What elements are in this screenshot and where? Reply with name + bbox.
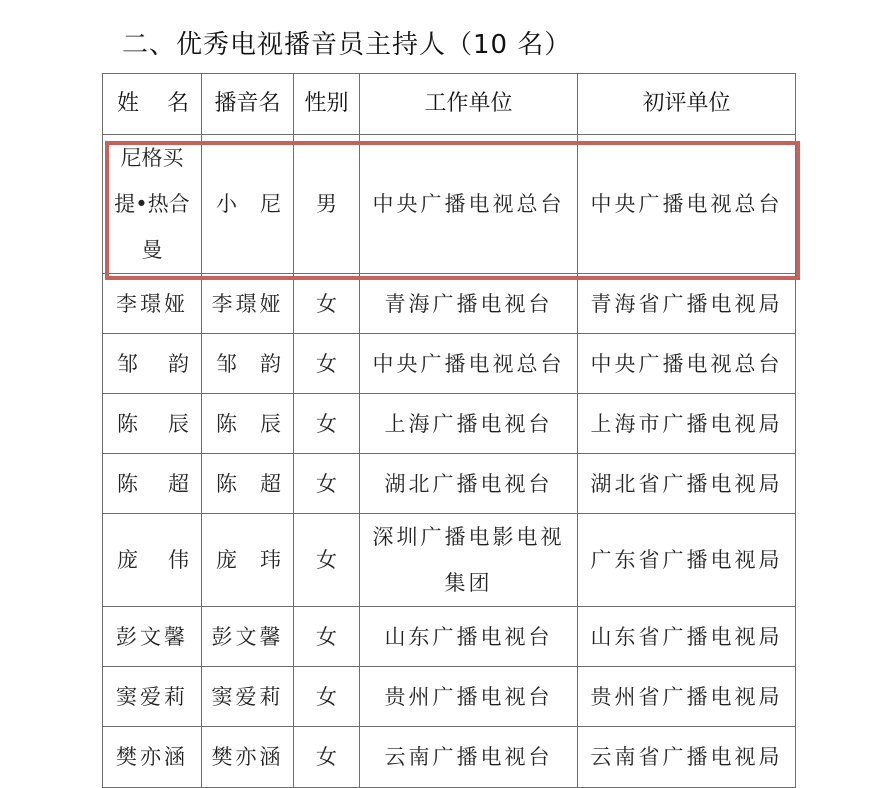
header-name-part1: 姓 [117, 91, 140, 116]
air-name-part1: 小 [216, 192, 237, 216]
cell-air-name: 彭文馨 [202, 607, 294, 667]
cell-name [103, 394, 202, 454]
cell-eval-unit: 中央广播电视总台 [578, 334, 796, 394]
section-title: 二、优秀电视播音员主持人（10 名） [122, 30, 572, 60]
cell-gender: 女 [294, 454, 360, 514]
cell-name: 樊亦涵 [103, 727, 202, 788]
table-row [103, 727, 796, 788]
cell-air-name: 樊亦涵 [202, 727, 294, 788]
work-unit-text: 深圳广播电影电视集团 [372, 525, 565, 595]
cell-gender: 男 [294, 135, 360, 274]
table-header-row [103, 74, 796, 135]
air-name-part2: 尼 [260, 192, 281, 216]
cell-air-name [202, 394, 294, 454]
cell-air-name [202, 334, 294, 394]
cell-eval-unit: 山东省广播电视局 [578, 607, 796, 667]
cell-name [103, 334, 202, 394]
cell-eval-unit: 湖北省广播电视局 [578, 454, 796, 514]
air-name-part2: 超 [260, 471, 281, 496]
award-roster-table [102, 73, 796, 788]
air-name-part1: 陈 [216, 411, 237, 436]
name-part2: 超 [168, 471, 189, 496]
cell-eval-unit: 青海省广播电视局 [578, 274, 796, 334]
name-part1: 陈 [117, 471, 138, 496]
cell-eval-unit: 中央广播电视总台 [578, 135, 796, 274]
name-part2: 伟 [168, 548, 189, 572]
name-part2: 韵 [168, 351, 189, 376]
cell-eval-unit: 上海市广播电视局 [578, 394, 796, 454]
name-text: 尼格买提•热合曼 [114, 146, 190, 262]
cell-work-unit: 山东广播电视台 [360, 607, 578, 667]
cell-name: 李璟娅 [103, 274, 202, 334]
cell-gender: 女 [294, 394, 360, 454]
cell-name [103, 135, 202, 274]
table-row [103, 454, 796, 514]
cell-air-name [202, 135, 294, 274]
air-name-part2: 辰 [260, 411, 281, 436]
name-part2: 辰 [168, 411, 189, 436]
name-part1: 邹 [117, 351, 138, 376]
cell-name [103, 514, 202, 607]
air-name-part2: 韵 [260, 351, 281, 376]
header-work-unit: 工作单位 [360, 74, 578, 135]
cell-work-unit: 中央广播电视总台 [360, 135, 578, 274]
cell-gender: 女 [294, 607, 360, 667]
cell-work-unit: 中央广播电视总台 [360, 334, 578, 394]
cell-gender: 女 [294, 727, 360, 788]
air-name-part2: 玮 [260, 548, 281, 572]
cell-eval-unit: 贵州省广播电视局 [578, 667, 796, 727]
cell-gender: 女 [294, 514, 360, 607]
header-name-part2: 名 [166, 91, 189, 116]
air-name-part1: 邹 [216, 351, 237, 376]
header-air-name: 播音名 [202, 74, 294, 135]
table-row [103, 394, 796, 454]
name-part1: 陈 [117, 411, 138, 436]
cell-gender: 女 [294, 667, 360, 727]
cell-eval-unit: 广东省广播电视局 [578, 514, 796, 607]
cell-name [103, 454, 202, 514]
air-name-part1: 陈 [216, 471, 237, 496]
table-row-highlighted [103, 135, 796, 274]
cell-gender: 女 [294, 274, 360, 334]
cell-work-unit: 湖北广播电视台 [360, 454, 578, 514]
cell-name: 彭文馨 [103, 607, 202, 667]
header-eval-unit: 初评单位 [578, 74, 796, 135]
header-gender: 性别 [294, 74, 360, 135]
cell-name: 窦爱莉 [103, 667, 202, 727]
cell-air-name [202, 454, 294, 514]
table-row [103, 514, 796, 607]
cell-air-name: 窦爱莉 [202, 667, 294, 727]
cell-work-unit: 上海广播电视台 [360, 394, 578, 454]
cell-air-name [202, 514, 294, 607]
table-row [103, 667, 796, 727]
air-name-part1: 庞 [216, 548, 237, 572]
cell-air-name: 李璟娅 [202, 274, 294, 334]
cell-eval-unit: 云南省广播电视局 [578, 727, 796, 788]
cell-work-unit [360, 514, 578, 607]
cell-work-unit: 云南广播电视台 [360, 727, 578, 788]
cell-work-unit: 贵州广播电视台 [360, 667, 578, 727]
table-row [103, 334, 796, 394]
table-row [103, 274, 796, 334]
table-row [103, 607, 796, 667]
cell-gender: 女 [294, 334, 360, 394]
header-name [103, 74, 202, 135]
cell-work-unit: 青海广播电视台 [360, 274, 578, 334]
name-part1: 庞 [117, 548, 138, 572]
